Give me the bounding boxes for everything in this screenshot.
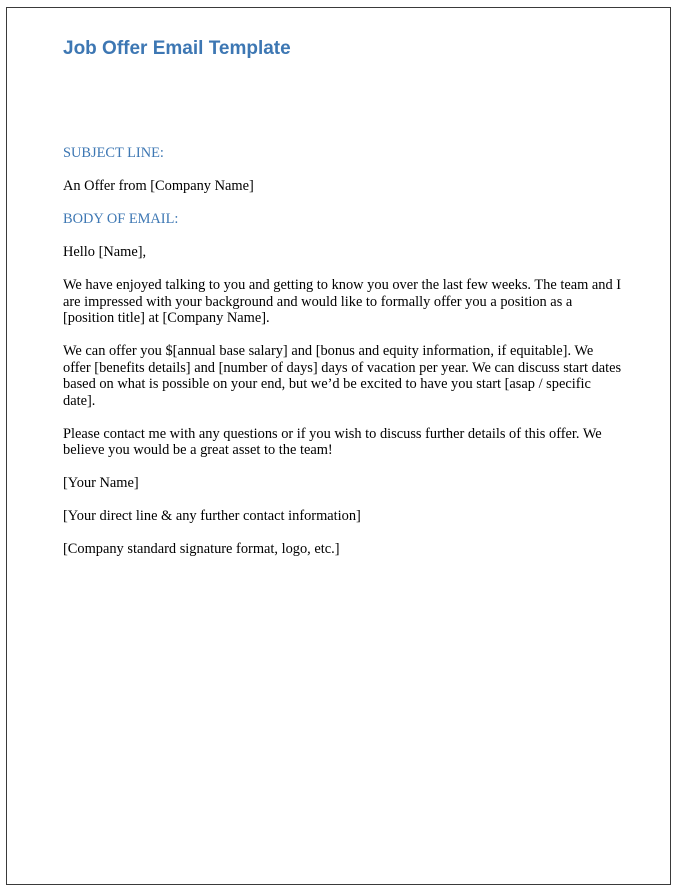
signature-name: [Your Name] [63, 475, 139, 491]
signature-contact: [Your direct line & any further contact information] [63, 508, 361, 524]
document-page [6, 7, 671, 885]
paragraph-closing: Please contact me with any questions or if you wish to discuss further details of this offer. We believe you would be a great asset to the team! [63, 425, 602, 458]
body-of-email-label: BODY OF EMAIL: [63, 211, 179, 227]
signature-company: [Company standard signature format, logo, etc.] [63, 541, 340, 557]
greeting: Hello [Name], [63, 244, 147, 260]
paragraph-intro: We have enjoyed talking to you and getting to know you over the last few weeks. The team and I are impressed with your background and would like to formally offer you a position as a [position title] at [Company Name]. [63, 277, 622, 326]
paragraph-compensation: We can offer you $[annual base salary] and [bonus and equity information, if equitable]. We offer [benefits details] and [number of days] days of vacation per year. We can discuss start dates based on what is possible on your end, but we’d be excited to have you start [asap / specific date]. [63, 343, 622, 409]
document-body [63, 145, 623, 574]
subject-line-label: SUBJECT LINE: [63, 145, 164, 161]
document-title: Job Offer Email Template [63, 38, 291, 59]
subject-line-text: An Offer from [Company Name] [63, 178, 254, 194]
